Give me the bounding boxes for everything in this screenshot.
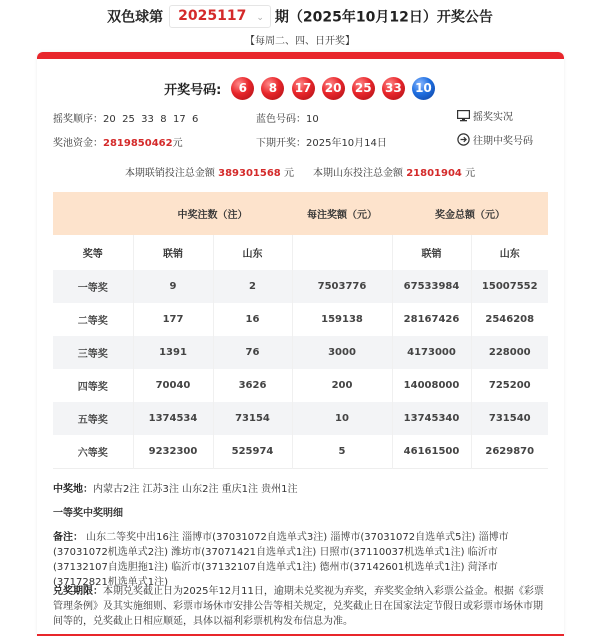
table-header-cell (53, 192, 133, 235)
prize-pool-value: 2819850462 (103, 138, 173, 149)
table-header-cell (292, 235, 392, 270)
claim-deadline-text: 本期兑奖截止日为2025年12月11日，逾期未兑奖视为弃奖，弃奖奖金纳入彩票公益金。根据《彩票管理条例》及其实施细则、彩票市场休市安排公告等相关规定，兑奖截止日在国家法定节假日或彩票市场休市期间等的，兑奖截止日相应顺延，具体以福利彩票机构发布信息为准。 (53, 586, 544, 627)
table-header-cell: 奖金总额（元） (392, 192, 548, 235)
winning-numbers-label: 开奖号码: (164, 83, 222, 98)
red-ball: 33 (382, 77, 405, 100)
next-draw (256, 134, 387, 149)
winning-locations-label: 中奖地： (53, 484, 93, 495)
union-sales-value: 389301568 (218, 168, 281, 179)
prize-table (53, 192, 548, 469)
table-cell: 2546208 (471, 303, 548, 336)
live-draw-label: 摇奖实况 (473, 112, 513, 123)
arrow-circle-icon (457, 133, 470, 146)
table-cell: 73154 (213, 402, 292, 435)
blue-ball: 10 (412, 77, 435, 100)
table-cell: 16 (213, 303, 292, 336)
table-cell: 725200 (471, 369, 548, 402)
table-cell: 3626 (213, 369, 292, 402)
table-cell: 70040 (133, 369, 213, 402)
table-header-cell: 中奖注数（注） (133, 192, 292, 235)
red-ball: 8 (261, 77, 284, 100)
table-header-cell: 联销 (392, 235, 471, 270)
winning-locations (53, 482, 550, 497)
blue-number-value: 10 (306, 114, 319, 125)
draw-order-label: 摇奖顺序： (53, 114, 103, 125)
remark (53, 530, 550, 590)
union-sales-label: 本期联销投注总金额 (124, 168, 215, 179)
title-prefix: 双色球第 (107, 9, 164, 26)
chevron-down-icon: ⌄ (256, 13, 264, 23)
table-cell: 200 (292, 369, 392, 402)
table-cell: 525974 (213, 435, 292, 469)
prize-pool-label: 奖池资金： (53, 138, 103, 149)
table-cell: 1391 (133, 336, 213, 369)
issue-value: 2025117 (178, 8, 247, 24)
draw-schedule: 【每周二、四、日开奖】 (245, 36, 355, 47)
table-cell: 4173000 (392, 336, 471, 369)
table-cell: 28167426 (392, 303, 471, 336)
table-cell: 15007552 (471, 270, 548, 303)
winning-numbers (0, 77, 600, 100)
page-title (0, 5, 600, 30)
table-row (53, 303, 548, 336)
first-prize-detail-title: 一等奖中奖明细 (53, 508, 123, 519)
shandong-sales-unit: 元 (465, 168, 476, 179)
table-cell: 9 (133, 270, 213, 303)
table-cell: 228000 (471, 336, 548, 369)
table-cell: 159138 (292, 303, 392, 336)
table-row (53, 369, 548, 402)
sales-totals (0, 164, 600, 179)
table-row (53, 435, 548, 469)
prize-pool (53, 134, 183, 149)
red-ball: 6 (231, 77, 254, 100)
prize-pool-unit: 元 (172, 138, 183, 149)
claim-deadline (53, 584, 550, 629)
table-cell: 731540 (471, 402, 548, 435)
live-draw-link[interactable] (457, 108, 513, 123)
shandong-sales-label: 本期山东投注总金额 (313, 168, 404, 179)
table-row (53, 270, 548, 303)
table-cell: 六等奖 (53, 435, 133, 469)
table-cell: 14008000 (392, 369, 471, 402)
history-link[interactable] (457, 132, 533, 147)
table-cell: 10 (292, 402, 392, 435)
table-sub-header (53, 235, 548, 270)
union-sales-unit: 元 (283, 168, 294, 179)
table-cell: 四等奖 (53, 369, 133, 402)
table-cell: 46161500 (392, 435, 471, 469)
red-ball: 25 (352, 77, 375, 100)
table-header-cell: 奖等 (53, 235, 133, 270)
table-cell: 7503776 (292, 270, 392, 303)
draw-order-value: 20 25 33 8 17 6 (103, 114, 199, 125)
table-cell: 2 (213, 270, 292, 303)
table-cell: 一等奖 (53, 270, 133, 303)
draw-order (53, 110, 198, 125)
table-cell: 67533984 (392, 270, 471, 303)
blue-number (256, 110, 319, 125)
table-group-header (53, 192, 548, 235)
card-top-bar (37, 52, 564, 59)
table-cell: 3000 (292, 336, 392, 369)
red-ball: 17 (292, 77, 315, 100)
table-row (53, 336, 548, 369)
monitor-icon (457, 110, 470, 122)
table-row (53, 402, 548, 435)
table-header-cell: 联销 (133, 235, 213, 270)
table-cell: 9232300 (133, 435, 213, 469)
table-cell: 177 (133, 303, 213, 336)
remark-text: 山东二等奖中出16注 淄博市(37031072自选单式3注) 淄博市(37031072自选单式5注) 淄博市(37031072机选单式2注) 潍坊市(37071421自选单式1注) 日照市(37110037机选单式1注) 临沂市(37132107自选胆拖1注) 临沂市(37132107自选单式1注) 德州市(37142601机选单式1注) 菏泽市(37172821机选单式1注) (53, 532, 509, 588)
history-label: 往期中奖号码 (473, 136, 533, 147)
table-cell: 二等奖 (53, 303, 133, 336)
table-cell: 2629870 (471, 435, 548, 469)
table-cell: 76 (213, 336, 292, 369)
winning-locations-text: 内蒙古2注 江苏3注 山东2注 重庆1注 贵州1注 (93, 484, 298, 495)
table-header-cell: 山东 (471, 235, 548, 270)
table-cell: 三等奖 (53, 336, 133, 369)
table-cell: 13745340 (392, 402, 471, 435)
table-header-cell: 每注奖额（元） (292, 192, 392, 235)
next-draw-value: 2025年10月14日 (306, 138, 387, 149)
table-cell: 5 (292, 435, 392, 469)
next-draw-label: 下期开奖： (256, 138, 306, 149)
table-cell: 五等奖 (53, 402, 133, 435)
claim-deadline-label: 兑奖期限： (53, 586, 103, 597)
title-suffix: 期（2025年10月12日）开奖公告 (274, 9, 493, 26)
table-header-cell: 山东 (213, 235, 292, 270)
red-ball: 20 (322, 77, 345, 100)
blue-number-label: 蓝色号码： (256, 114, 306, 125)
remark-label: 备注： (53, 532, 83, 543)
issue-select[interactable] (169, 5, 271, 28)
shandong-sales-value: 21801904 (406, 168, 462, 179)
table-cell: 1374534 (133, 402, 213, 435)
